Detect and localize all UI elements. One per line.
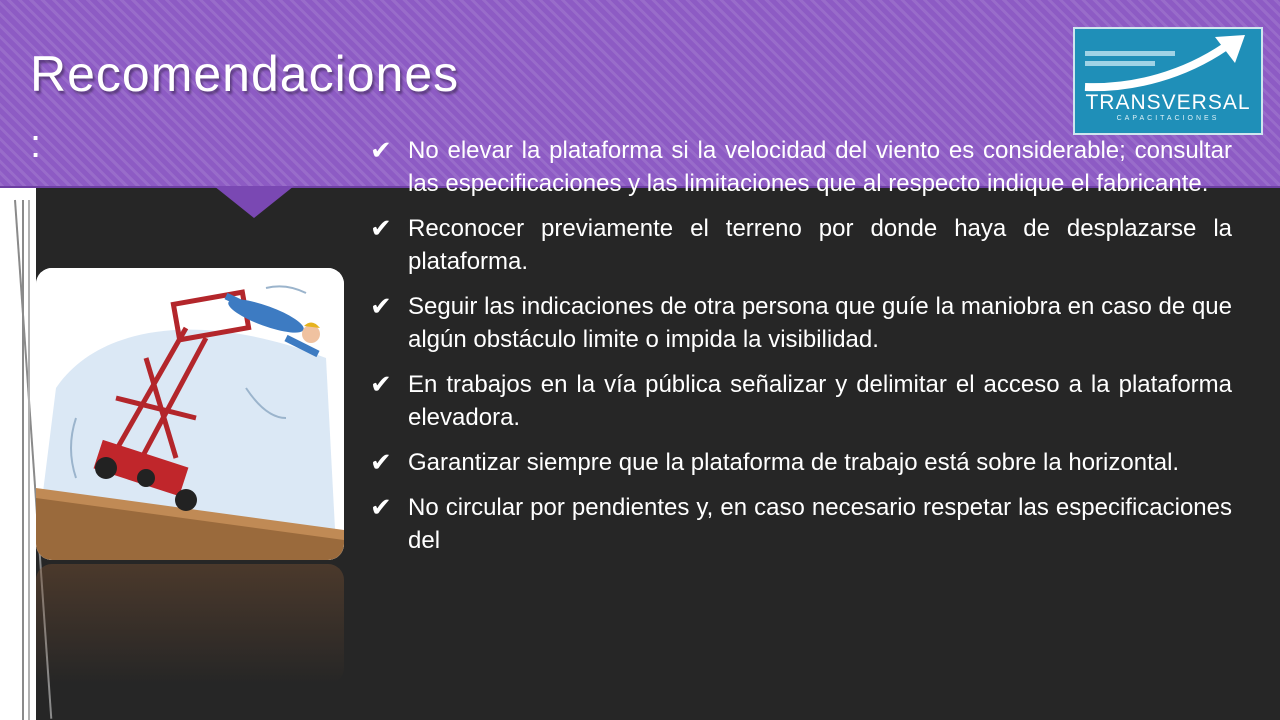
checkmark-icon: ✔ (370, 492, 392, 522)
recommendation-text: No circular por pendientes y, en caso necesario respetar las especificaciones del (408, 494, 1232, 554)
logo-tagline: CAPACITACIONES (1116, 115, 1220, 122)
illustration-reflection (36, 564, 344, 684)
recommendation-text: Garantizar siempre que la plataforma de trabajo está sobre la horizontal. (408, 449, 1180, 476)
list-item (368, 491, 1232, 557)
list-item (368, 134, 1232, 200)
slide-title-colon: : (30, 122, 42, 166)
recommendation-text: No elevar la plataforma si la velocidad del viento es considerable; consultar las especificaciones y las limitaciones que al respecto indique el fabricante. (408, 137, 1232, 197)
logo-name: TRANSVERSAL (1085, 91, 1251, 114)
checkmark-icon: ✔ (370, 213, 392, 243)
decorative-line (22, 200, 24, 720)
worker-falling-from-scissor-lift-illustration (36, 268, 344, 560)
checkmark-icon: ✔ (370, 447, 392, 477)
checkmark-icon: ✔ (370, 135, 392, 165)
recommendations-list (368, 134, 1232, 569)
checkmark-icon: ✔ (370, 291, 392, 321)
transversal-logo (1073, 27, 1263, 135)
decorative-line (28, 200, 30, 720)
list-item (368, 290, 1232, 356)
recommendation-text: Reconocer previamente el terreno por donde haya de desplazarse la plataforma. (408, 215, 1232, 275)
list-item (368, 368, 1232, 434)
checkmark-icon: ✔ (370, 369, 392, 399)
recommendation-text: Seguir las indicaciones de otra persona que guíe la maniobra en caso de que algún obstáculo limite o impida la visibilidad. (408, 293, 1232, 353)
recommendation-text: En trabajos en la vía pública señalizar y delimitar el acceso a la plataforma elevadora. (408, 371, 1232, 431)
list-item (368, 212, 1232, 278)
slide-title: Recomendaciones (30, 46, 460, 102)
illustration-card (36, 268, 344, 560)
banner-notch (214, 186, 294, 218)
list-item (368, 446, 1232, 479)
